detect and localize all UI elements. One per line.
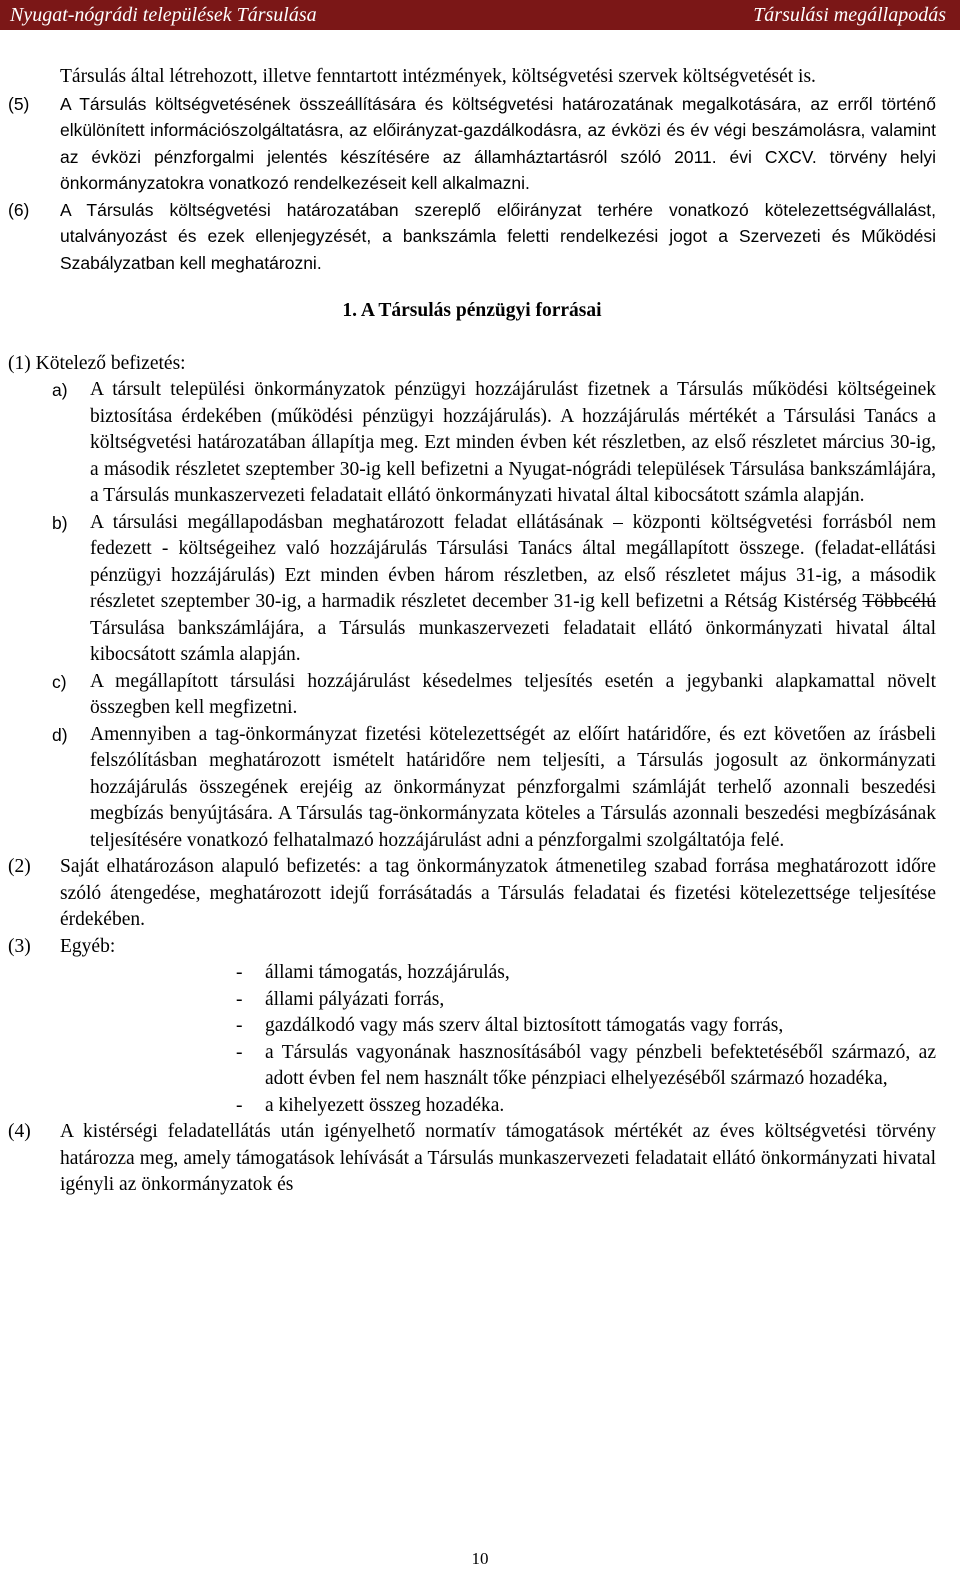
item-d-letter: d) bbox=[52, 724, 68, 745]
dash-list bbox=[8, 960, 936, 1119]
subsection-3 bbox=[8, 934, 936, 961]
subsection-4-number: (4) bbox=[8, 1121, 31, 1142]
section-heading: 1. A Társulás pénzügyi forrásai bbox=[342, 300, 602, 321]
header-left-title: Nyugat-nógrádi települések Társulása bbox=[10, 4, 317, 26]
dash-list-item bbox=[236, 1040, 936, 1093]
item-b-struck-word: Többcélú bbox=[862, 591, 936, 612]
page-header bbox=[0, 0, 960, 30]
document-body bbox=[8, 64, 936, 1199]
item-a-letter: a) bbox=[52, 380, 68, 400]
dash-list-item bbox=[236, 1013, 936, 1040]
subsection-2-text: Saját elhatározáson alapuló befizetés: a tag önkormányzatok átmenetileg szabad forrása meghatározott időre szóló átengedése, meghatározott idejű forrásátadás a Társulás feladatai és fizetési kötelezettsége teljesítése érdekében. bbox=[60, 856, 936, 930]
dash-mark: - bbox=[236, 962, 243, 983]
dash-list-item bbox=[236, 987, 936, 1014]
header-right-title: Társulási megállapodás bbox=[753, 4, 946, 26]
paragraph-5 bbox=[8, 91, 936, 197]
paragraph-6-text: A Társulás költségvetési határozatában szereplő előirányzat terhére vonatkozó kötelezettségvállalást, utalványozást és ezek ellenjegyzését, a bankszámla feletti rendelkezési jogot a Szervezeti és Működési Szabályzatban kell meghatározni. bbox=[60, 199, 936, 273]
item-d-text: Amennyiben a tag-önkormányzat fizetési kötelezettségét az előírt határidőre, és ezt követően az írásbeli felszólításban meghatározott ismételt határidőre nem teljesíti, a Társulás jogosult az önkormányzati hozzájárulás összegének erejéig az önkormányzat pénzforgalmi számláját terhelő azonnali beszedési megbízás benyújtására. A Társulás tag-önkormányzata köteles a Társulás azonnali beszedési megbízásának teljesítésére vonatkozó felhatalmazó hozzájárulást adni a pénzforgalmi szolgáltatója felé. bbox=[90, 723, 936, 851]
item-b bbox=[8, 510, 936, 669]
subsection-2-number: (2) bbox=[8, 856, 31, 877]
dash-mark: - bbox=[236, 988, 243, 1010]
page-number: 10 bbox=[471, 1549, 489, 1568]
item-b-text-1: A társulási megállapodásban meghatározott feladat ellátásának – központi költségvetési forrásból nem fedezett - költségeihez való hozzájárulás Társulási Tanács által megállapított összege. (feladat-ellátási pénzügyi hozzájárulás) Ezt minden évben három részletben, az első részletet május 31-ig, a második részletet szeptember 30-ig, a harmadik részletet december 31-ig kell befizetni a Rétság Kistérség bbox=[90, 511, 936, 612]
dash-item-text: állami támogatás, hozzájárulás, bbox=[265, 962, 510, 983]
continuation-paragraph: Társulás által létrehozott, illetve fenntartott intézmények, költségvetési szervek költségvetését is. bbox=[60, 66, 816, 87]
dash-item-text: a kihelyezett összeg hozadéka. bbox=[265, 1094, 505, 1116]
subsection-1-label: (1) Kötelező befizetés: bbox=[8, 352, 186, 374]
subsection-4 bbox=[8, 1119, 936, 1199]
dash-item-text: a Társulás vagyonának hasznosításából vagy pénzbeli befektetéséből származó, az adott évben fel nem használt tőke pénzpiaci elhelyezéséből származó hozadéka, bbox=[265, 1041, 936, 1089]
paragraph-5-number: (5) bbox=[8, 93, 30, 114]
item-b-text-2: Társulása bankszámlájára, a Társulás munkaszervezeti feladatait ellátó önkormányzati hivatal által kibocsátott számla alapján. bbox=[90, 617, 936, 665]
subsection-3-number: (3) bbox=[8, 935, 31, 957]
item-d bbox=[8, 722, 936, 855]
item-c-letter: c) bbox=[52, 671, 67, 692]
item-c bbox=[8, 669, 936, 722]
subsection-4-text: A kistérségi feladatellátás után igényelhető normatív támogatások mértékét az éves költségvetési törvény határozza meg, amely támogatások lehívását a Társulás munkaszervezeti feladatait ellátó önkormányzati hivatal igényli az önkormányzatok és bbox=[60, 1121, 936, 1195]
paragraph-5-text: A Társulás költségvetésének összeállítására és költségvetési határozatának megalkotására, az erről történő elkülönített információszolgáltatásra, az előirányzat-gazdálkodásra, az évközi és év végi beszámolásra, valamint az évközi pénzforgalmi jelentés készítésére az államháztartásról szóló 2011. évi CXCV. törvény helyi önkormányzatokra vonatkozó rendelkezéseit kell alkalmazni. bbox=[60, 93, 936, 193]
dash-mark: - bbox=[236, 1041, 243, 1063]
dash-mark: - bbox=[236, 1094, 243, 1116]
paragraph-6 bbox=[8, 197, 936, 277]
item-a bbox=[8, 377, 936, 510]
paragraph-6-number: (6) bbox=[8, 199, 30, 220]
item-b-letter: b) bbox=[52, 512, 68, 533]
dash-mark: - bbox=[236, 1015, 243, 1036]
dash-item-text: állami pályázati forrás, bbox=[265, 988, 445, 1010]
subsection-2 bbox=[8, 854, 936, 934]
dash-item-text: gazdálkodó vagy más szerv által biztosított támogatás vagy forrás, bbox=[265, 1015, 784, 1036]
item-a-text: A társult települési önkormányzatok pénzügyi hozzájárulást fizetnek a Társulás működési költségeinek biztosítása érdekében (működési pénzügyi hozzájárulás). A hozzájárulás mértékét a Társulási Tanács a költségvetési határozatában állapítja meg. Ezt minden évben két részletben, az első részletet március 30-ig, a második részletet szeptember 30-ig kell befizetni a Nyugat-nógrádi települések Társulása bankszámlájára, a Társulás munkaszervezeti feladatait ellátó önkormányzati hivatal által kibocsátott számla alapján. bbox=[90, 379, 936, 506]
dash-list-item bbox=[236, 1093, 936, 1120]
item-c-text: A megállapított társulási hozzájárulást késedelmes teljesítés esetén a jegybanki alapkamattal növelt összegben kell megfizetni. bbox=[90, 670, 936, 718]
subsection-3-text: Egyéb: bbox=[60, 935, 116, 957]
dash-list-item bbox=[236, 960, 936, 987]
